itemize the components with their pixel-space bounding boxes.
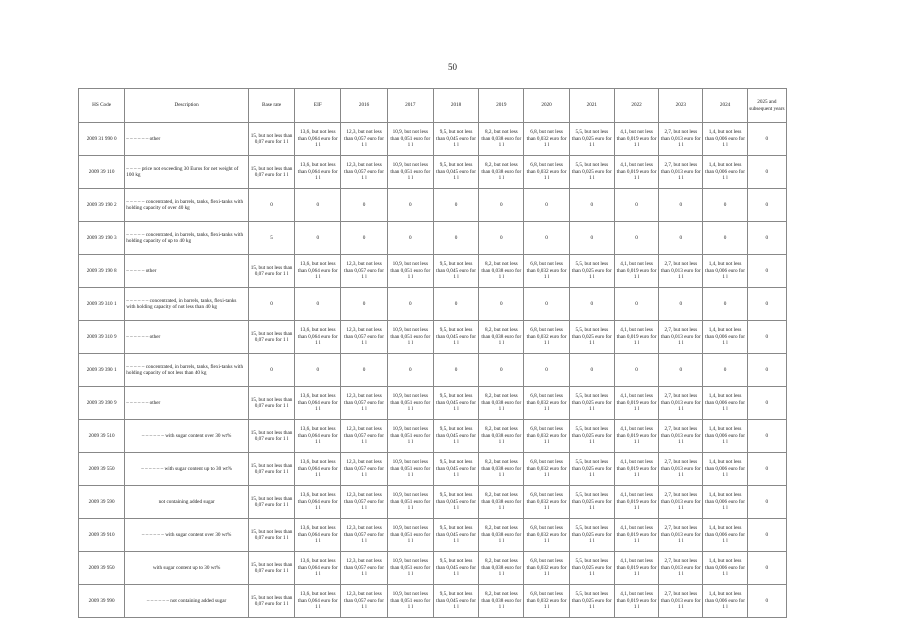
rate-cell: 13,6, but not less than 0,064 euro for 1 l <box>295 552 341 585</box>
rate-cell: 10,9, but not less than 0,051 euro for 1 l <box>387 453 433 486</box>
rate-cell: 0 <box>479 222 524 255</box>
rate-cell: 15, but not less than 0,07 euro for 1 l <box>248 321 294 354</box>
rate-cell: 10,9, but not less than 0,051 euro for 1 l <box>387 552 433 585</box>
hs-code-cell: 2009 39 990 <box>79 585 125 618</box>
rate-cell: 13,6, but not less than 0,064 euro for 1 l <box>295 519 341 552</box>
rate-cell: 15, but not less than 0,07 euro for 1 l <box>248 486 294 519</box>
rate-cell: 0 <box>747 387 786 420</box>
rate-cell: 15, but not less than 0,07 euro for 1 l <box>248 453 294 486</box>
column-header: 2024 <box>703 89 747 123</box>
rate-cell: 0 <box>747 519 786 552</box>
rate-cell: 6,8, but not less than 0,032 euro for 1 l <box>524 387 569 420</box>
rate-cell: 0 <box>614 354 658 387</box>
rate-cell: 5,5, but not less than 0,025 euro for 1 l <box>569 123 614 156</box>
rate-cell: 2,7, but not less than 0,013 euro for 1 l <box>659 585 703 618</box>
rate-cell: 5,5, but not less than 0,025 euro for 1 l <box>569 486 614 519</box>
rate-cell: 5 <box>248 222 294 255</box>
table-row <box>79 387 787 420</box>
hs-code-cell: 2009 39 950 <box>79 552 125 585</box>
rate-cell: 1,4, but not less than 0,006 euro for 1 l <box>703 156 747 189</box>
hs-code-cell: 2009 39 510 <box>79 420 125 453</box>
rate-cell: 0 <box>703 354 747 387</box>
rate-cell: 5,5, but not less than 0,025 euro for 1 l <box>569 420 614 453</box>
rate-cell: 10,9, but not less than 0,051 euro for 1 l <box>387 321 433 354</box>
rate-cell: 8,2, but not less than 0,038 euro for 1 l <box>479 552 524 585</box>
rate-cell: 0 <box>387 189 433 222</box>
column-header: 2019 <box>479 89 524 123</box>
rate-cell: 0 <box>295 288 341 321</box>
description-cell: – – – – price not exceeding 30 Euros for net weight of 100 kg <box>125 156 249 189</box>
column-header: 2016 <box>341 89 387 123</box>
rate-cell: 13,6, but not less than 0,064 euro for 1 l <box>295 387 341 420</box>
table-row <box>79 420 787 453</box>
rate-cell: 0 <box>295 354 341 387</box>
hs-code-cell: 2009 39 390 9 <box>79 387 125 420</box>
rate-cell: 15, but not less than 0,07 euro for 1 l <box>248 255 294 288</box>
column-header: 2018 <box>433 89 478 123</box>
column-header: 2022 <box>614 89 658 123</box>
rate-cell: 0 <box>433 288 478 321</box>
rate-cell: 0 <box>614 288 658 321</box>
rate-cell: 0 <box>747 354 786 387</box>
rate-cell: 0 <box>747 321 786 354</box>
rate-cell: 0 <box>295 189 341 222</box>
rate-cell: 5,5, but not less than 0,025 euro for 1 l <box>569 519 614 552</box>
rate-cell: 2,7, but not less than 0,013 euro for 1 l <box>659 255 703 288</box>
rate-cell: 1,4, but not less than 0,006 euro for 1 l <box>703 519 747 552</box>
rate-cell: 0 <box>569 288 614 321</box>
column-header: HS Code <box>79 89 125 123</box>
rate-cell: 15, but not less than 0,07 euro for 1 l <box>248 123 294 156</box>
rate-cell: 5,5, but not less than 0,025 euro for 1 l <box>569 156 614 189</box>
rate-cell: 0 <box>703 288 747 321</box>
rate-cell: 5,5, but not less than 0,025 euro for 1 l <box>569 453 614 486</box>
rate-cell: 0 <box>341 222 387 255</box>
rate-cell: 6,8, but not less than 0,032 euro for 1 l <box>524 420 569 453</box>
rate-cell: 12,3, but not less than 0,057 euro for 1 l <box>341 387 387 420</box>
rate-cell: 12,3, but not less than 0,057 euro for 1 l <box>341 552 387 585</box>
rate-cell: 15, but not less than 0,07 euro for 1 l <box>248 387 294 420</box>
rate-cell: 0 <box>248 354 294 387</box>
rate-cell: 12,3, but not less than 0,057 euro for 1 l <box>341 255 387 288</box>
rate-cell: 4,1, but not less than 0,019 euro for 1 l <box>614 387 658 420</box>
rate-cell: 9,5, but not less than 0,045 euro for 1 l <box>433 255 478 288</box>
rate-cell: 0 <box>703 222 747 255</box>
rate-cell: 2,7, but not less than 0,013 euro for 1 l <box>659 486 703 519</box>
hs-code-cell: 2009 39 310 1 <box>79 288 125 321</box>
rate-cell: 9,5, but not less than 0,045 euro for 1 l <box>433 519 478 552</box>
rate-cell: 8,2, but not less than 0,038 euro for 1 l <box>479 486 524 519</box>
rate-cell: 13,6, but not less than 0,064 euro for 1 l <box>295 420 341 453</box>
rate-cell: 4,1, but not less than 0,019 euro for 1 l <box>614 486 658 519</box>
hs-code-cell: 2009 39 190 8 <box>79 255 125 288</box>
rate-cell: 4,1, but not less than 0,019 euro for 1 l <box>614 255 658 288</box>
description-cell: – – – – – concentrated, in barrels, tanks, flexi-tanks with holding capacity of over 40 kg <box>125 189 249 222</box>
table-row <box>79 354 787 387</box>
description-cell: – – – – – concentrated, in barrels, tanks, flexi-tanks with holding capacity of not less than 40 kg <box>125 354 249 387</box>
rate-cell: 8,2, but not less than 0,038 euro for 1 l <box>479 387 524 420</box>
rate-cell: 10,9, but not less than 0,051 euro for 1 l <box>387 519 433 552</box>
rate-cell: 10,9, but not less than 0,051 euro for 1 l <box>387 123 433 156</box>
table-row <box>79 585 787 618</box>
column-header: 2020 <box>524 89 569 123</box>
rate-cell: 2,7, but not less than 0,013 euro for 1 l <box>659 123 703 156</box>
rate-cell: 5,5, but not less than 0,025 euro for 1 l <box>569 585 614 618</box>
rate-cell: 13,6, but not less than 0,064 euro for 1 l <box>295 321 341 354</box>
header-row <box>79 89 787 123</box>
rate-cell: 0 <box>524 288 569 321</box>
rate-cell: 13,6, but not less than 0,064 euro for 1 l <box>295 156 341 189</box>
rate-cell: 10,9, but not less than 0,051 euro for 1 l <box>387 255 433 288</box>
rate-cell: 0 <box>569 189 614 222</box>
description-cell: – – – – – – other <box>125 387 249 420</box>
rate-cell: 0 <box>659 354 703 387</box>
column-header: 2017 <box>387 89 433 123</box>
hs-code-cell: 2009 39 590 <box>79 486 125 519</box>
rate-cell: 0 <box>614 189 658 222</box>
rate-cell: 0 <box>569 354 614 387</box>
rate-cell: 0 <box>659 222 703 255</box>
rate-cell: 4,1, but not less than 0,019 euro for 1 l <box>614 453 658 486</box>
rate-cell: 10,9, but not less than 0,051 euro for 1 l <box>387 156 433 189</box>
table-row <box>79 222 787 255</box>
rate-cell: 8,2, but not less than 0,038 euro for 1 l <box>479 453 524 486</box>
table-row <box>79 255 787 288</box>
rate-cell: 9,5, but not less than 0,045 euro for 1 l <box>433 156 478 189</box>
rate-cell: 10,9, but not less than 0,051 euro for 1 l <box>387 486 433 519</box>
rate-cell: 0 <box>747 156 786 189</box>
rate-cell: 8,2, but not less than 0,038 euro for 1 l <box>479 585 524 618</box>
rate-cell: 0 <box>248 189 294 222</box>
rate-cell: 0 <box>747 255 786 288</box>
rate-cell: 0 <box>659 189 703 222</box>
rate-cell: 12,3, but not less than 0,057 euro for 1 l <box>341 519 387 552</box>
rate-cell: 0 <box>659 288 703 321</box>
rate-cell: 0 <box>747 420 786 453</box>
description-cell: – – – – – – with sugar content over 30 wt% <box>125 420 249 453</box>
rate-cell: 12,3, but not less than 0,057 euro for 1 l <box>341 123 387 156</box>
rate-cell: 0 <box>433 222 478 255</box>
rate-cell: 6,8, but not less than 0,032 euro for 1 l <box>524 123 569 156</box>
page-number: 50 <box>448 62 457 72</box>
column-header: Description <box>125 89 249 123</box>
column-header: 2025 and subsequent years <box>747 89 786 123</box>
rate-cell: 1,4, but not less than 0,006 euro for 1 l <box>703 585 747 618</box>
rate-cell: 0 <box>747 486 786 519</box>
rate-cell: 1,4, but not less than 0,006 euro for 1 l <box>703 387 747 420</box>
rate-cell: 0 <box>341 288 387 321</box>
rate-cell: 0 <box>524 354 569 387</box>
description-cell: – – – – – – not containing added sugar <box>125 585 249 618</box>
hs-code-cell: 2009 39 110 <box>79 156 125 189</box>
rate-cell: 0 <box>747 453 786 486</box>
rate-cell: 8,2, but not less than 0,038 euro for 1 l <box>479 255 524 288</box>
rate-cell: 0 <box>747 222 786 255</box>
description-cell: – – – – – concentrated, in barrels, tanks, flexi-tanks with holding capacity of up to 40 kg <box>125 222 249 255</box>
column-header: Base rate <box>248 89 294 123</box>
description-cell: not containing added sugar <box>125 486 249 519</box>
description-cell: – – – – – – with sugar content up to 30 wt% <box>125 453 249 486</box>
column-header: EIF <box>295 89 341 123</box>
rate-cell: 0 <box>614 222 658 255</box>
table-row <box>79 453 787 486</box>
rate-cell: 15, but not less than 0,07 euro for 1 l <box>248 585 294 618</box>
rate-cell: 6,8, but not less than 0,032 euro for 1 l <box>524 453 569 486</box>
rate-cell: 0 <box>703 189 747 222</box>
hs-code-cell: 2009 31 990 0 <box>79 123 125 156</box>
description-cell: – – – – – other <box>125 255 249 288</box>
rate-cell: 12,3, but not less than 0,057 euro for 1 l <box>341 453 387 486</box>
description-cell: – – – – – – other <box>125 123 249 156</box>
rate-cell: 6,8, but not less than 0,032 euro for 1 l <box>524 255 569 288</box>
rate-cell: 12,3, but not less than 0,057 euro for 1 l <box>341 585 387 618</box>
rate-cell: 9,5, but not less than 0,045 euro for 1 l <box>433 420 478 453</box>
rate-cell: 8,2, but not less than 0,038 euro for 1 l <box>479 321 524 354</box>
rate-cell: 5,5, but not less than 0,025 euro for 1 l <box>569 255 614 288</box>
rate-cell: 15, but not less than 0,07 euro for 1 l <box>248 156 294 189</box>
rate-cell: 5,5, but not less than 0,025 euro for 1 l <box>569 552 614 585</box>
rate-cell: 4,1, but not less than 0,019 euro for 1 l <box>614 420 658 453</box>
table-row <box>79 156 787 189</box>
rate-cell: 12,3, but not less than 0,057 euro for 1 l <box>341 321 387 354</box>
rate-cell: 1,4, but not less than 0,006 euro for 1 l <box>703 552 747 585</box>
rate-cell: 8,2, but not less than 0,038 euro for 1 l <box>479 519 524 552</box>
table-row <box>79 123 787 156</box>
hs-code-cell: 2009 39 310 9 <box>79 321 125 354</box>
rate-cell: 0 <box>341 354 387 387</box>
rate-cell: 5,5, but not less than 0,025 euro for 1 l <box>569 387 614 420</box>
rate-cell: 6,8, but not less than 0,032 euro for 1 l <box>524 552 569 585</box>
rate-cell: 13,6, but not less than 0,064 euro for 1 l <box>295 123 341 156</box>
rate-cell: 0 <box>747 585 786 618</box>
rate-cell: 0 <box>341 189 387 222</box>
rate-cell: 1,4, but not less than 0,006 euro for 1 l <box>703 453 747 486</box>
rate-cell: 13,6, but not less than 0,064 euro for 1 l <box>295 585 341 618</box>
rate-cell: 12,3, but not less than 0,057 euro for 1 l <box>341 420 387 453</box>
rate-cell: 13,6, but not less than 0,064 euro for 1 l <box>295 255 341 288</box>
rate-cell: 0 <box>433 189 478 222</box>
rate-cell: 12,3, but not less than 0,057 euro for 1 l <box>341 156 387 189</box>
table-row <box>79 519 787 552</box>
rate-cell: 13,6, but not less than 0,064 euro for 1 l <box>295 453 341 486</box>
rate-cell: 0 <box>479 354 524 387</box>
rate-cell: 0 <box>747 123 786 156</box>
rate-cell: 10,9, but not less than 0,051 euro for 1 l <box>387 387 433 420</box>
rate-cell: 9,5, but not less than 0,045 euro for 1 l <box>433 552 478 585</box>
column-header: 2021 <box>569 89 614 123</box>
rate-cell: 1,4, but not less than 0,006 euro for 1 l <box>703 123 747 156</box>
table-row <box>79 552 787 585</box>
rate-cell: 2,7, but not less than 0,013 euro for 1 l <box>659 321 703 354</box>
tariff-table <box>78 88 787 618</box>
rate-cell: 4,1, but not less than 0,019 euro for 1 l <box>614 552 658 585</box>
hs-code-cell: 2009 39 550 <box>79 453 125 486</box>
rate-cell: 0 <box>248 288 294 321</box>
rate-cell: 6,8, but not less than 0,032 euro for 1 l <box>524 486 569 519</box>
hs-code-cell: 2009 39 190 2 <box>79 189 125 222</box>
rate-cell: 6,8, but not less than 0,032 euro for 1 l <box>524 321 569 354</box>
rate-cell: 1,4, but not less than 0,006 euro for 1 l <box>703 321 747 354</box>
rate-cell: 0 <box>387 354 433 387</box>
rate-cell: 1,4, but not less than 0,006 euro for 1 l <box>703 255 747 288</box>
description-cell: – – – – – – other <box>125 321 249 354</box>
rate-cell: 8,2, but not less than 0,038 euro for 1 l <box>479 420 524 453</box>
rate-cell: 4,1, but not less than 0,019 euro for 1 l <box>614 123 658 156</box>
rate-cell: 13,6, but not less than 0,064 euro for 1 l <box>295 486 341 519</box>
rate-cell: 12,3, but not less than 0,057 euro for 1 l <box>341 486 387 519</box>
description-cell: – – – – – – concentrated, in barrels, tanks, flexi-tanks with holding capacity of not less than 40 kg <box>125 288 249 321</box>
rate-cell: 4,1, but not less than 0,019 euro for 1 l <box>614 321 658 354</box>
rate-cell: 0 <box>387 222 433 255</box>
table-row <box>79 189 787 222</box>
rate-cell: 2,7, but not less than 0,013 euro for 1 l <box>659 552 703 585</box>
rate-cell: 15, but not less than 0,07 euro for 1 l <box>248 519 294 552</box>
rate-cell: 6,8, but not less than 0,032 euro for 1 l <box>524 519 569 552</box>
description-cell: with sugar content up to 30 wt% <box>125 552 249 585</box>
rate-cell: 9,5, but not less than 0,045 euro for 1 l <box>433 387 478 420</box>
rate-cell: 9,5, but not less than 0,045 euro for 1 l <box>433 486 478 519</box>
rate-cell: 8,2, but not less than 0,038 euro for 1 l <box>479 156 524 189</box>
rate-cell: 0 <box>433 354 478 387</box>
rate-cell: 15, but not less than 0,07 euro for 1 l <box>248 552 294 585</box>
rate-cell: 9,5, but not less than 0,045 euro for 1 l <box>433 453 478 486</box>
rate-cell: 0 <box>747 552 786 585</box>
rate-cell: 4,1, but not less than 0,019 euro for 1 l <box>614 585 658 618</box>
rate-cell: 0 <box>747 288 786 321</box>
table-row <box>79 486 787 519</box>
hs-code-cell: 2009 39 390 1 <box>79 354 125 387</box>
rate-cell: 2,7, but not less than 0,013 euro for 1 l <box>659 519 703 552</box>
rate-cell: 0 <box>295 222 341 255</box>
rate-cell: 1,4, but not less than 0,006 euro for 1 l <box>703 420 747 453</box>
description-cell: – – – – – – with sugar content over 30 wt% <box>125 519 249 552</box>
rate-cell: 2,7, but not less than 0,013 euro for 1 l <box>659 420 703 453</box>
rate-cell: 0 <box>747 189 786 222</box>
rate-cell: 6,8, but not less than 0,032 euro for 1 l <box>524 156 569 189</box>
rate-cell: 9,5, but not less than 0,045 euro for 1 l <box>433 123 478 156</box>
rate-cell: 0 <box>479 288 524 321</box>
rate-cell: 0 <box>524 189 569 222</box>
column-header: 2023 <box>659 89 703 123</box>
rate-cell: 2,7, but not less than 0,013 euro for 1 l <box>659 453 703 486</box>
rate-cell: 0 <box>524 222 569 255</box>
rate-cell: 15, but not less than 0,07 euro for 1 l <box>248 420 294 453</box>
rate-cell: 0 <box>387 288 433 321</box>
hs-code-cell: 2009 39 910 <box>79 519 125 552</box>
rate-cell: 1,4, but not less than 0,006 euro for 1 l <box>703 486 747 519</box>
rate-cell: 4,1, but not less than 0,019 euro for 1 l <box>614 156 658 189</box>
rate-cell: 10,9, but not less than 0,051 euro for 1 l <box>387 420 433 453</box>
rate-cell: 4,1, but not less than 0,019 euro for 1 l <box>614 519 658 552</box>
rate-cell: 5,5, but not less than 0,025 euro for 1 l <box>569 321 614 354</box>
hs-code-cell: 2009 39 190 3 <box>79 222 125 255</box>
rate-cell: 2,7, but not less than 0,013 euro for 1 l <box>659 387 703 420</box>
rate-cell: 10,9, but not less than 0,051 euro for 1 l <box>387 585 433 618</box>
rate-cell: 2,7, but not less than 0,013 euro for 1 l <box>659 156 703 189</box>
rate-cell: 9,5, but not less than 0,045 euro for 1 l <box>433 321 478 354</box>
rate-cell: 6,8, but not less than 0,032 euro for 1 l <box>524 585 569 618</box>
rate-cell: 0 <box>569 222 614 255</box>
rate-cell: 8,2, but not less than 0,038 euro for 1 l <box>479 123 524 156</box>
rate-cell: 0 <box>479 189 524 222</box>
rate-cell: 9,5, but not less than 0,045 euro for 1 l <box>433 585 478 618</box>
table-row <box>79 321 787 354</box>
table-row <box>79 288 787 321</box>
